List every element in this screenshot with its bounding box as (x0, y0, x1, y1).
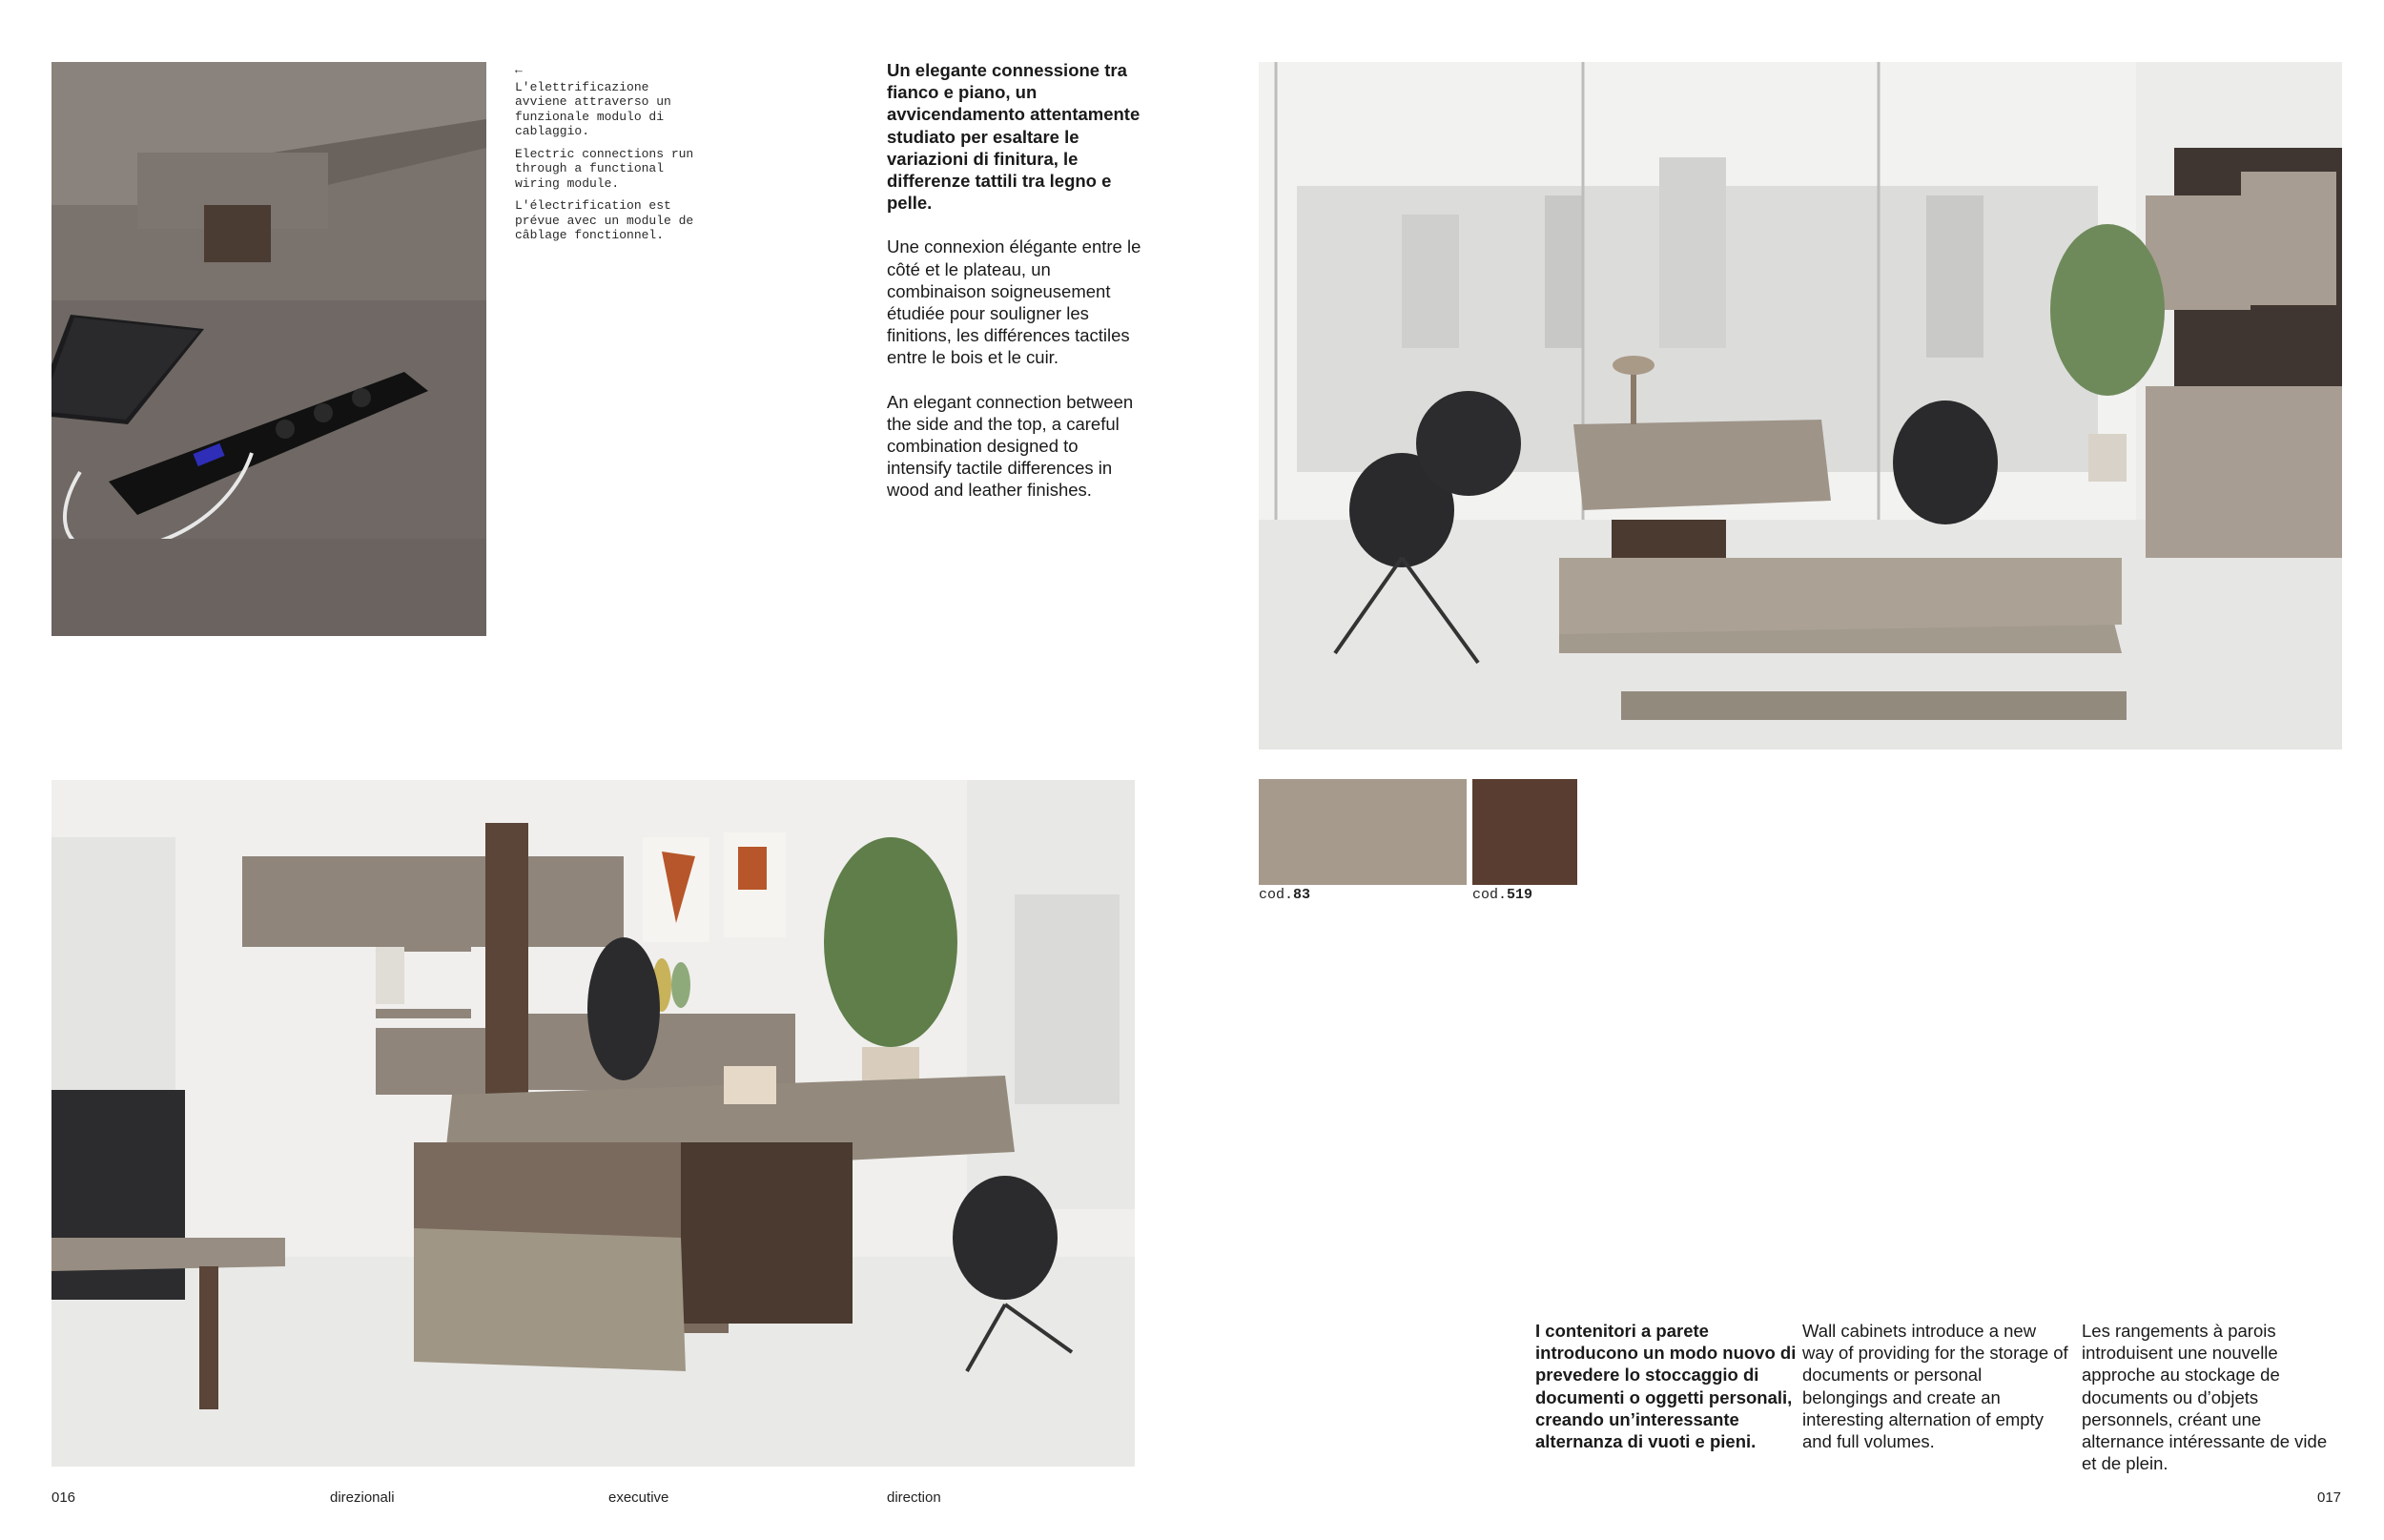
intro-french: Une connexion élégante entre le côté et le plateau, un combinaison soigneusement étudiée pour souligner les finitions, les différences tactiles entre le bois et le cuir. (887, 236, 1141, 368)
wiring-module-photo (51, 62, 486, 636)
finish-swatch-519 (1472, 779, 1577, 885)
category-french: direction (887, 1489, 941, 1506)
finish-swatch-83 (1259, 779, 1467, 885)
swatch-label-83: cod.83 (1259, 887, 1311, 903)
category-italian: direzionali (330, 1489, 395, 1506)
wall-cabinets-office-photo (51, 780, 1135, 1467)
intro-english: An elegant connection between the side and the top, a careful combination designed to intensify tactile differences in wood and leather finishes. (887, 391, 1134, 501)
page-number-right: 017 (2317, 1489, 2342, 1506)
caption-french: L'électrification est prévue avec un module de câblage fonctionnel. (515, 198, 694, 242)
intro-text (887, 59, 1144, 524)
caption-english: Electric connections run through a functional wiring module. (515, 146, 694, 191)
page-number-left: 016 (51, 1489, 76, 1506)
storage-italian: I contenitori a parete introducono un modo nuovo di prevedere lo stoccaggio di documenti o oggetti personali, creando un’interessante alternanza di vuoti e pieni. (1535, 1321, 1797, 1452)
intro-italian: Un elegante connessione tra fianco e piano, un avvicendamento attentamente studiato per esaltare le variazioni di finitura, le differenze tattili tra legno e pelle. (887, 60, 1141, 214)
caption-italian: L'elettrificazione avviene attraverso un funzionale modulo di cablaggio. (515, 79, 671, 138)
storage-english: Wall cabinets introduce a new way of providing for the storage of documents or personal belongings and create an interesting alternation of empty and full volumes. (1802, 1321, 2068, 1452)
storage-french: Les rangements à parois introduisent une nouvelle approche au stockage de documents ou d’objets personnels, créant une alternance intéressante de vide et de plein. (2082, 1321, 2328, 1474)
swatch-label-519: cod.519 (1472, 887, 1533, 903)
executive-office-photo (1259, 62, 2342, 749)
back-arrow-icon: ← (515, 63, 523, 77)
category-english: executive (608, 1489, 669, 1506)
wiring-caption (515, 63, 706, 251)
